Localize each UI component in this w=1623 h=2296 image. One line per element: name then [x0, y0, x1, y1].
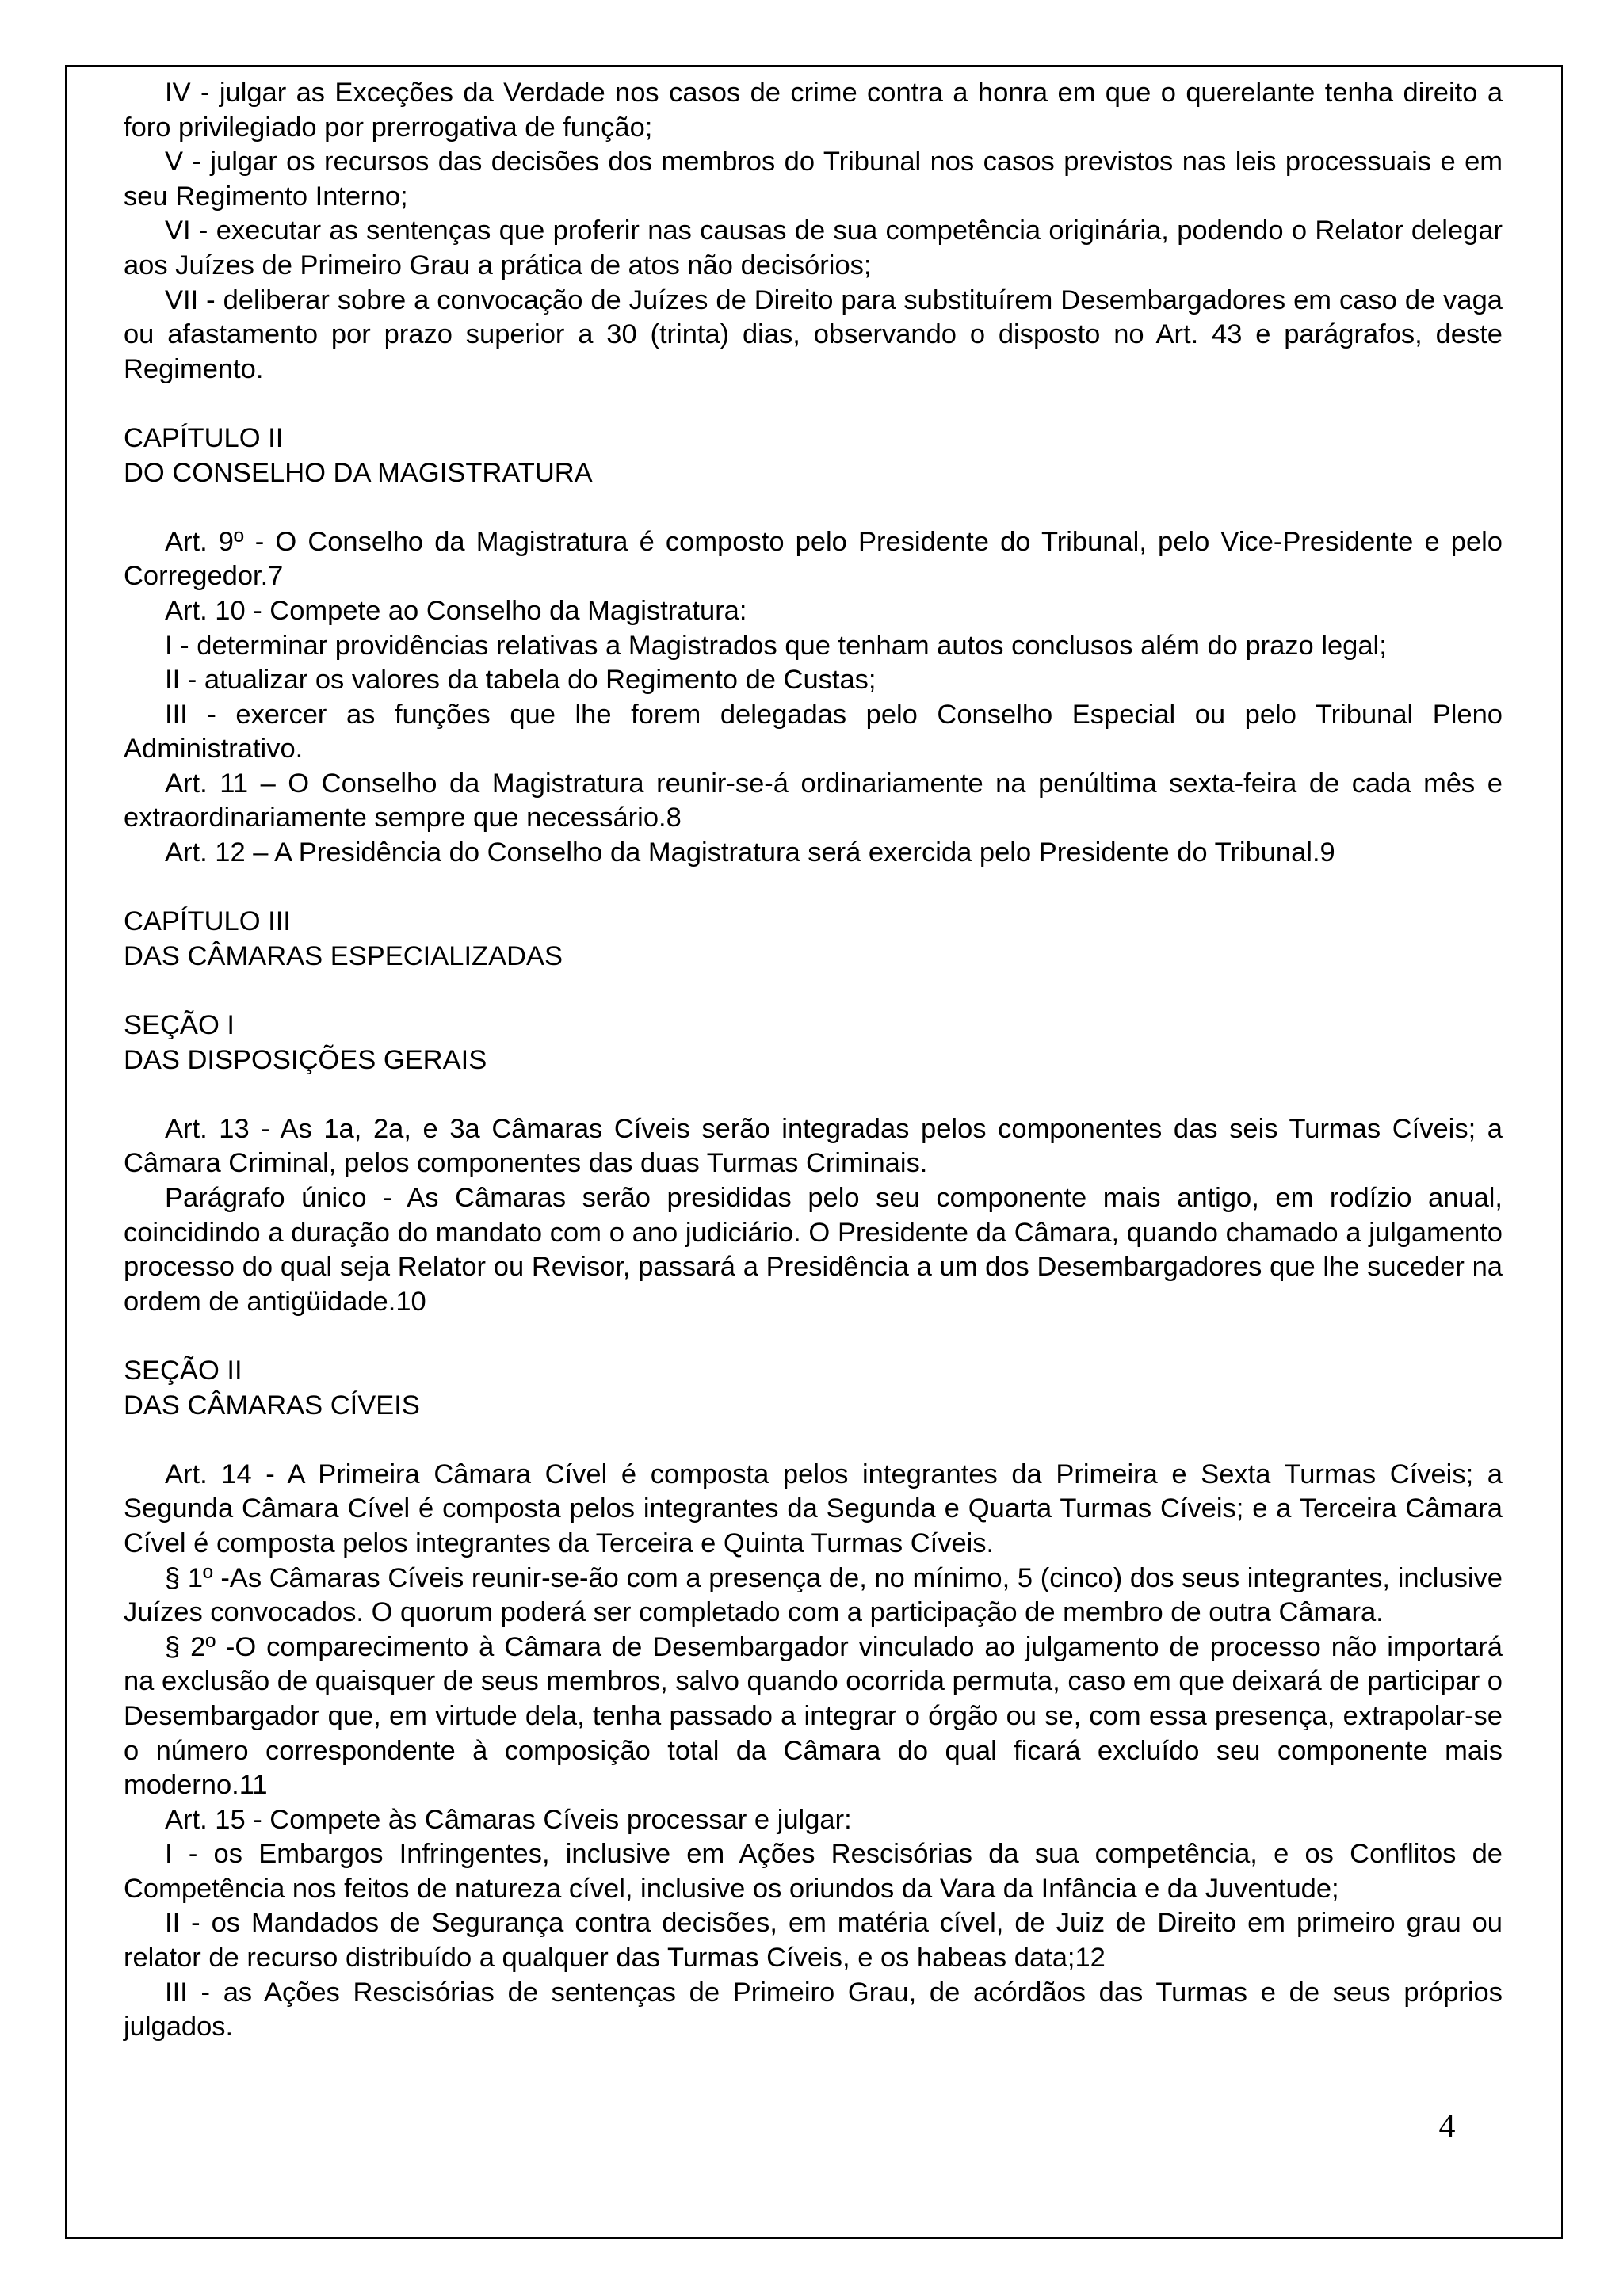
paragraph-art12: Art. 12 – A Presidência do Conselho da Magistratura será exercida pelo Presidente do Tribunal.9: [165, 837, 1335, 868]
blank-line: [124, 1319, 1503, 1354]
section-heading: SEÇÃO II: [124, 1355, 242, 1386]
paragraph-art8-v: V - julgar os recursos das decisões dos membros do Tribunal nos casos previstos nas leis processuais e em seu Regimento Interno;: [124, 147, 1503, 212]
chapter-title: DAS CÂMARAS ESPECIALIZADAS: [124, 940, 563, 971]
section-title: DAS CÂMARAS CÍVEIS: [124, 1390, 420, 1421]
paragraph-art8-vii: VII - deliberar sobre a convocação de Juízes de Direito para substituírem Desembargadores em caso de vaga ou afastamento por prazo superior a 30 (trinta) dias, observando o disposto no Art. 43 e parágrafos, deste Regimento.: [124, 284, 1503, 384]
paragraph-art13-unico: Parágrafo único - As Câmaras serão presididas pelo seu componente mais antigo, em rodízio anual, coincidindo a duração do mandato com o ano judiciário. O Presidente da Câmara, quando chamado a julgamento processo do qual seja Relator ou Revisor, passará a Presidência a um dos Desembargadores que lhe suceder na ordem de antigüidade.10: [124, 1183, 1503, 1317]
paragraph-art8-vi: VI - executar as sentenças que proferir nas causas de sua competência originária, podendo o Relator delegar aos Juízes de Primeiro Grau a prática de atos não decisórios;: [124, 215, 1503, 280]
paragraph-art10-iii: III - exercer as funções que lhe forem delegadas pelo Conselho Especial ou pelo Tribunal Pleno Administrativo.: [124, 699, 1503, 765]
chapter-heading: CAPÍTULO III: [124, 906, 291, 937]
paragraph-art14-par2: § 2º -O comparecimento à Câmara de Desembargador vinculado ao julgamento de processo não importará na exclusão de quaisquer de seus membros, salvo quando ocorrida permuta, caso em que deixará de participar o Desembargador que, em virtude dela, tenha passado a integrar o órgão ou se, com essa presença, extrapolar-se o número correspondente à composição total da Câmara do qual ficará excluído seu componente mais moderno.11: [124, 1631, 1503, 1801]
blank-line: [124, 1077, 1503, 1112]
blank-line: [124, 490, 1503, 525]
paragraph-art15-i: I - os Embargos Infringentes, inclusive em Ações Rescisórias da sua competência, e os Conflitos de Competência nos feitos de natureza cível, inclusive os oriundos da Vara da Infância e da Juventude;: [124, 1839, 1503, 1904]
section-title: DAS DISPOSIÇÕES GERAIS: [124, 1044, 487, 1075]
paragraph-art14-par1: § 1º -As Câmaras Cíveis reunir-se-ão com a presença de, no mínimo, 5 (cinco) dos seus integrantes, inclusive Juízes convocados. O quorum poderá ser completado com a participação de membro de outra Câmara.: [124, 1562, 1503, 1628]
paragraph-art8-iv: IV - julgar as Exceções da Verdade nos casos de crime contra a honra em que o querelante tenha direito a foro privilegiado por prerrogativa de função;: [124, 78, 1503, 143]
paragraph-art10-i: I - determinar providências relativas a Magistrados que tenham autos conclusos além do prazo legal;: [165, 630, 1387, 661]
chapter-title: DO CONSELHO DA MAGISTRATURA: [124, 457, 593, 488]
page-number: 4: [1438, 2108, 1456, 2145]
paragraph-art10: Art. 10 - Compete ao Conselho da Magistratura:: [165, 595, 747, 626]
blank-line: [124, 387, 1503, 421]
blank-line: [124, 974, 1503, 1009]
paragraph-art13: Art. 13 - As 1a, 2a, e 3a Câmaras Cíveis serão integradas pelos componentes das seis Turmas Cíveis; a Câmara Criminal, pelos componentes das duas Turmas Criminais.: [124, 1113, 1503, 1179]
paragraph-art10-ii: II - atualizar os valores da tabela do Regimento de Custas;: [165, 665, 876, 696]
section-heading: SEÇÃO I: [124, 1010, 235, 1041]
paragraph-art15-iii: III - as Ações Rescisórias de sentenças de Primeiro Grau, de acórdãos das Turmas e de seus próprios julgados.: [124, 1977, 1503, 2042]
document-body: [124, 76, 1503, 2045]
paragraph-art15-ii: II - os Mandados de Segurança contra decisões, em matéria cível, de Juiz de Direito em primeiro grau ou relator de recurso distribuído a qualquer das Turmas Cíveis, e os habeas data;12: [124, 1908, 1503, 1974]
paragraph-art14: Art. 14 - A Primeira Câmara Cível é composta pelos integrantes da Primeira e Sexta Turmas Cíveis; a Segunda Câmara Cível é composta pelos integrantes da Segunda e Quarta Turmas Cíveis; e a Terceira Câmara Cível é composta pelos integrantes da Terceira e Quinta Turmas Cíveis.: [124, 1459, 1503, 1558]
paragraph-art15: Art. 15 - Compete às Câmaras Cíveis processar e julgar:: [165, 1804, 852, 1835]
chapter-heading: CAPÍTULO II: [124, 422, 284, 453]
blank-line: [124, 871, 1503, 906]
paragraph-art11: Art. 11 – O Conselho da Magistratura reunir-se-á ordinariamente na penúltima sexta-feira de cada mês e extraordinariamente sempre que necessário.8: [124, 768, 1503, 833]
blank-line: [124, 1423, 1503, 1458]
paragraph-art9: Art. 9º - O Conselho da Magistratura é composto pelo Presidente do Tribunal, pelo Vice-Presidente e pelo Corregedor.7: [124, 526, 1503, 592]
